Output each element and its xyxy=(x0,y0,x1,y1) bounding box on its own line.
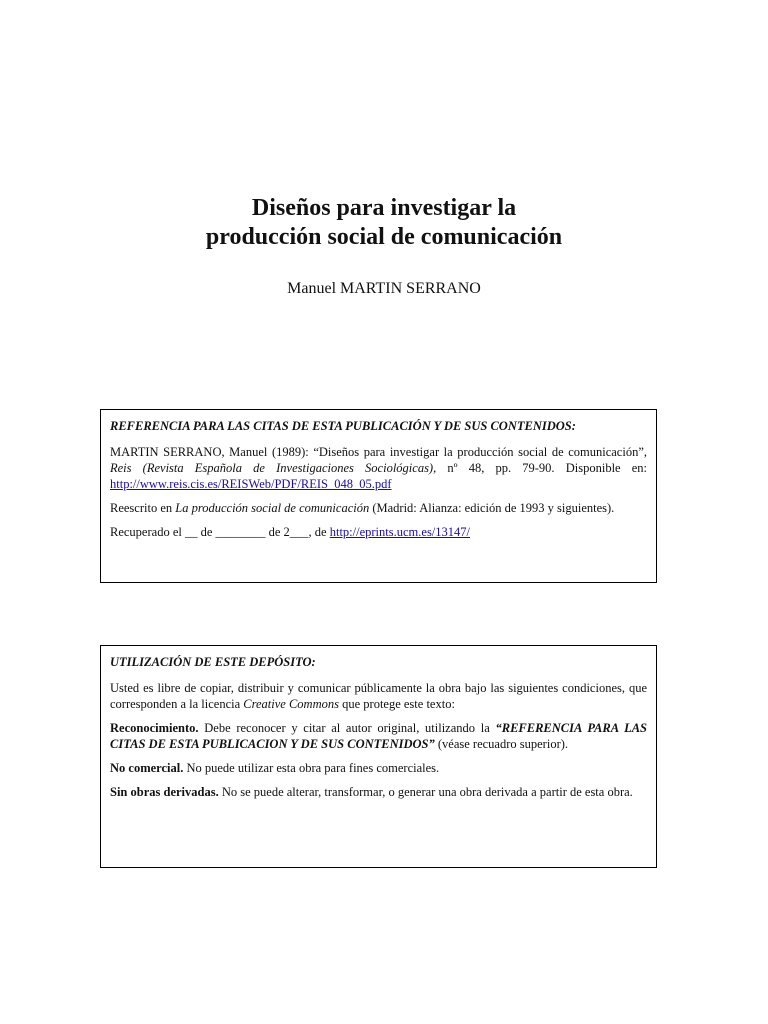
rewritten-tail: (Madrid: Alianza: edición de 1993 y siguientes). xyxy=(372,501,615,515)
retrieved-paragraph xyxy=(110,524,647,540)
citation-paragraph xyxy=(110,444,647,492)
reference-box xyxy=(100,409,657,583)
reis-pdf-link[interactable]: http://www.reis.cis.es/REISWeb/PDF/REIS_048_05.pdf xyxy=(110,477,392,491)
noderivs-paragraph xyxy=(110,784,647,800)
usage-heading: UTILIZACIÓN DE ESTE DEPÓSITO: xyxy=(110,655,316,669)
eprints-link[interactable]: http://eprints.ucm.es/13147/ xyxy=(329,525,470,539)
author-name: Manuel MARTIN SERRANO xyxy=(287,280,481,297)
title-line-2: producción social de comunicación xyxy=(205,224,563,250)
usage-intro-lead: Usted es libre de copiar, distribuir y comunicar públicamente la obra bajo las siguientes condiciones, que corresponden a la licencia xyxy=(110,681,647,711)
usage-intro-tail: que protege este texto: xyxy=(342,697,455,711)
citation-tail: nº 48, pp. 79-90. xyxy=(447,461,555,475)
rewritten-paragraph xyxy=(110,500,647,516)
usage-box xyxy=(100,645,657,868)
book-title: La producción social de comunicación xyxy=(175,501,370,515)
recognition-label: Reconocimiento. xyxy=(110,721,199,735)
retrieved-text: Recuperado el __ de ________ de 2___, de xyxy=(110,525,327,539)
reference-heading: REFERENCIA PARA LAS CITAS DE ESTA PUBLICACIÓN Y DE SUS CONTENIDOS: xyxy=(110,419,576,433)
noncommercial-label: No comercial. xyxy=(110,761,184,775)
rewritten-lead: Reescrito en xyxy=(110,501,173,515)
recognition-tail: (véase recuadro superior). xyxy=(437,737,569,751)
citation-lead: MARTIN SERRANO, Manuel (1989): “Diseños para investigar la producción social de comunicación”, xyxy=(110,445,647,459)
noderivs-text: No se puede alterar, transformar, o generar una obra derivada a partir de esta obra. xyxy=(221,785,633,799)
noncommercial-paragraph xyxy=(110,760,647,776)
license-name: Creative Commons xyxy=(243,697,339,711)
recognition-paragraph xyxy=(110,720,647,752)
noderivs-label: Sin obras derivadas. xyxy=(110,785,219,799)
available-label: Disponible en: xyxy=(565,461,648,475)
noncommercial-text: No puede utilizar esta obra para fines comerciales. xyxy=(186,761,440,775)
recognition-quote: “REFERENCIA PARA LAS CITAS DE ESTA PUBLICACION Y DE SUS CONTENIDOS” xyxy=(110,721,648,751)
title-line-1: Diseños para investigar la xyxy=(251,195,517,221)
document-title xyxy=(0,194,768,252)
recognition-text: Debe reconocer y citar al autor original, utilizando la xyxy=(204,721,490,735)
usage-intro xyxy=(110,680,647,712)
journal-name: Reis (Revista Española de Investigaciones Sociológicas), xyxy=(110,461,437,475)
